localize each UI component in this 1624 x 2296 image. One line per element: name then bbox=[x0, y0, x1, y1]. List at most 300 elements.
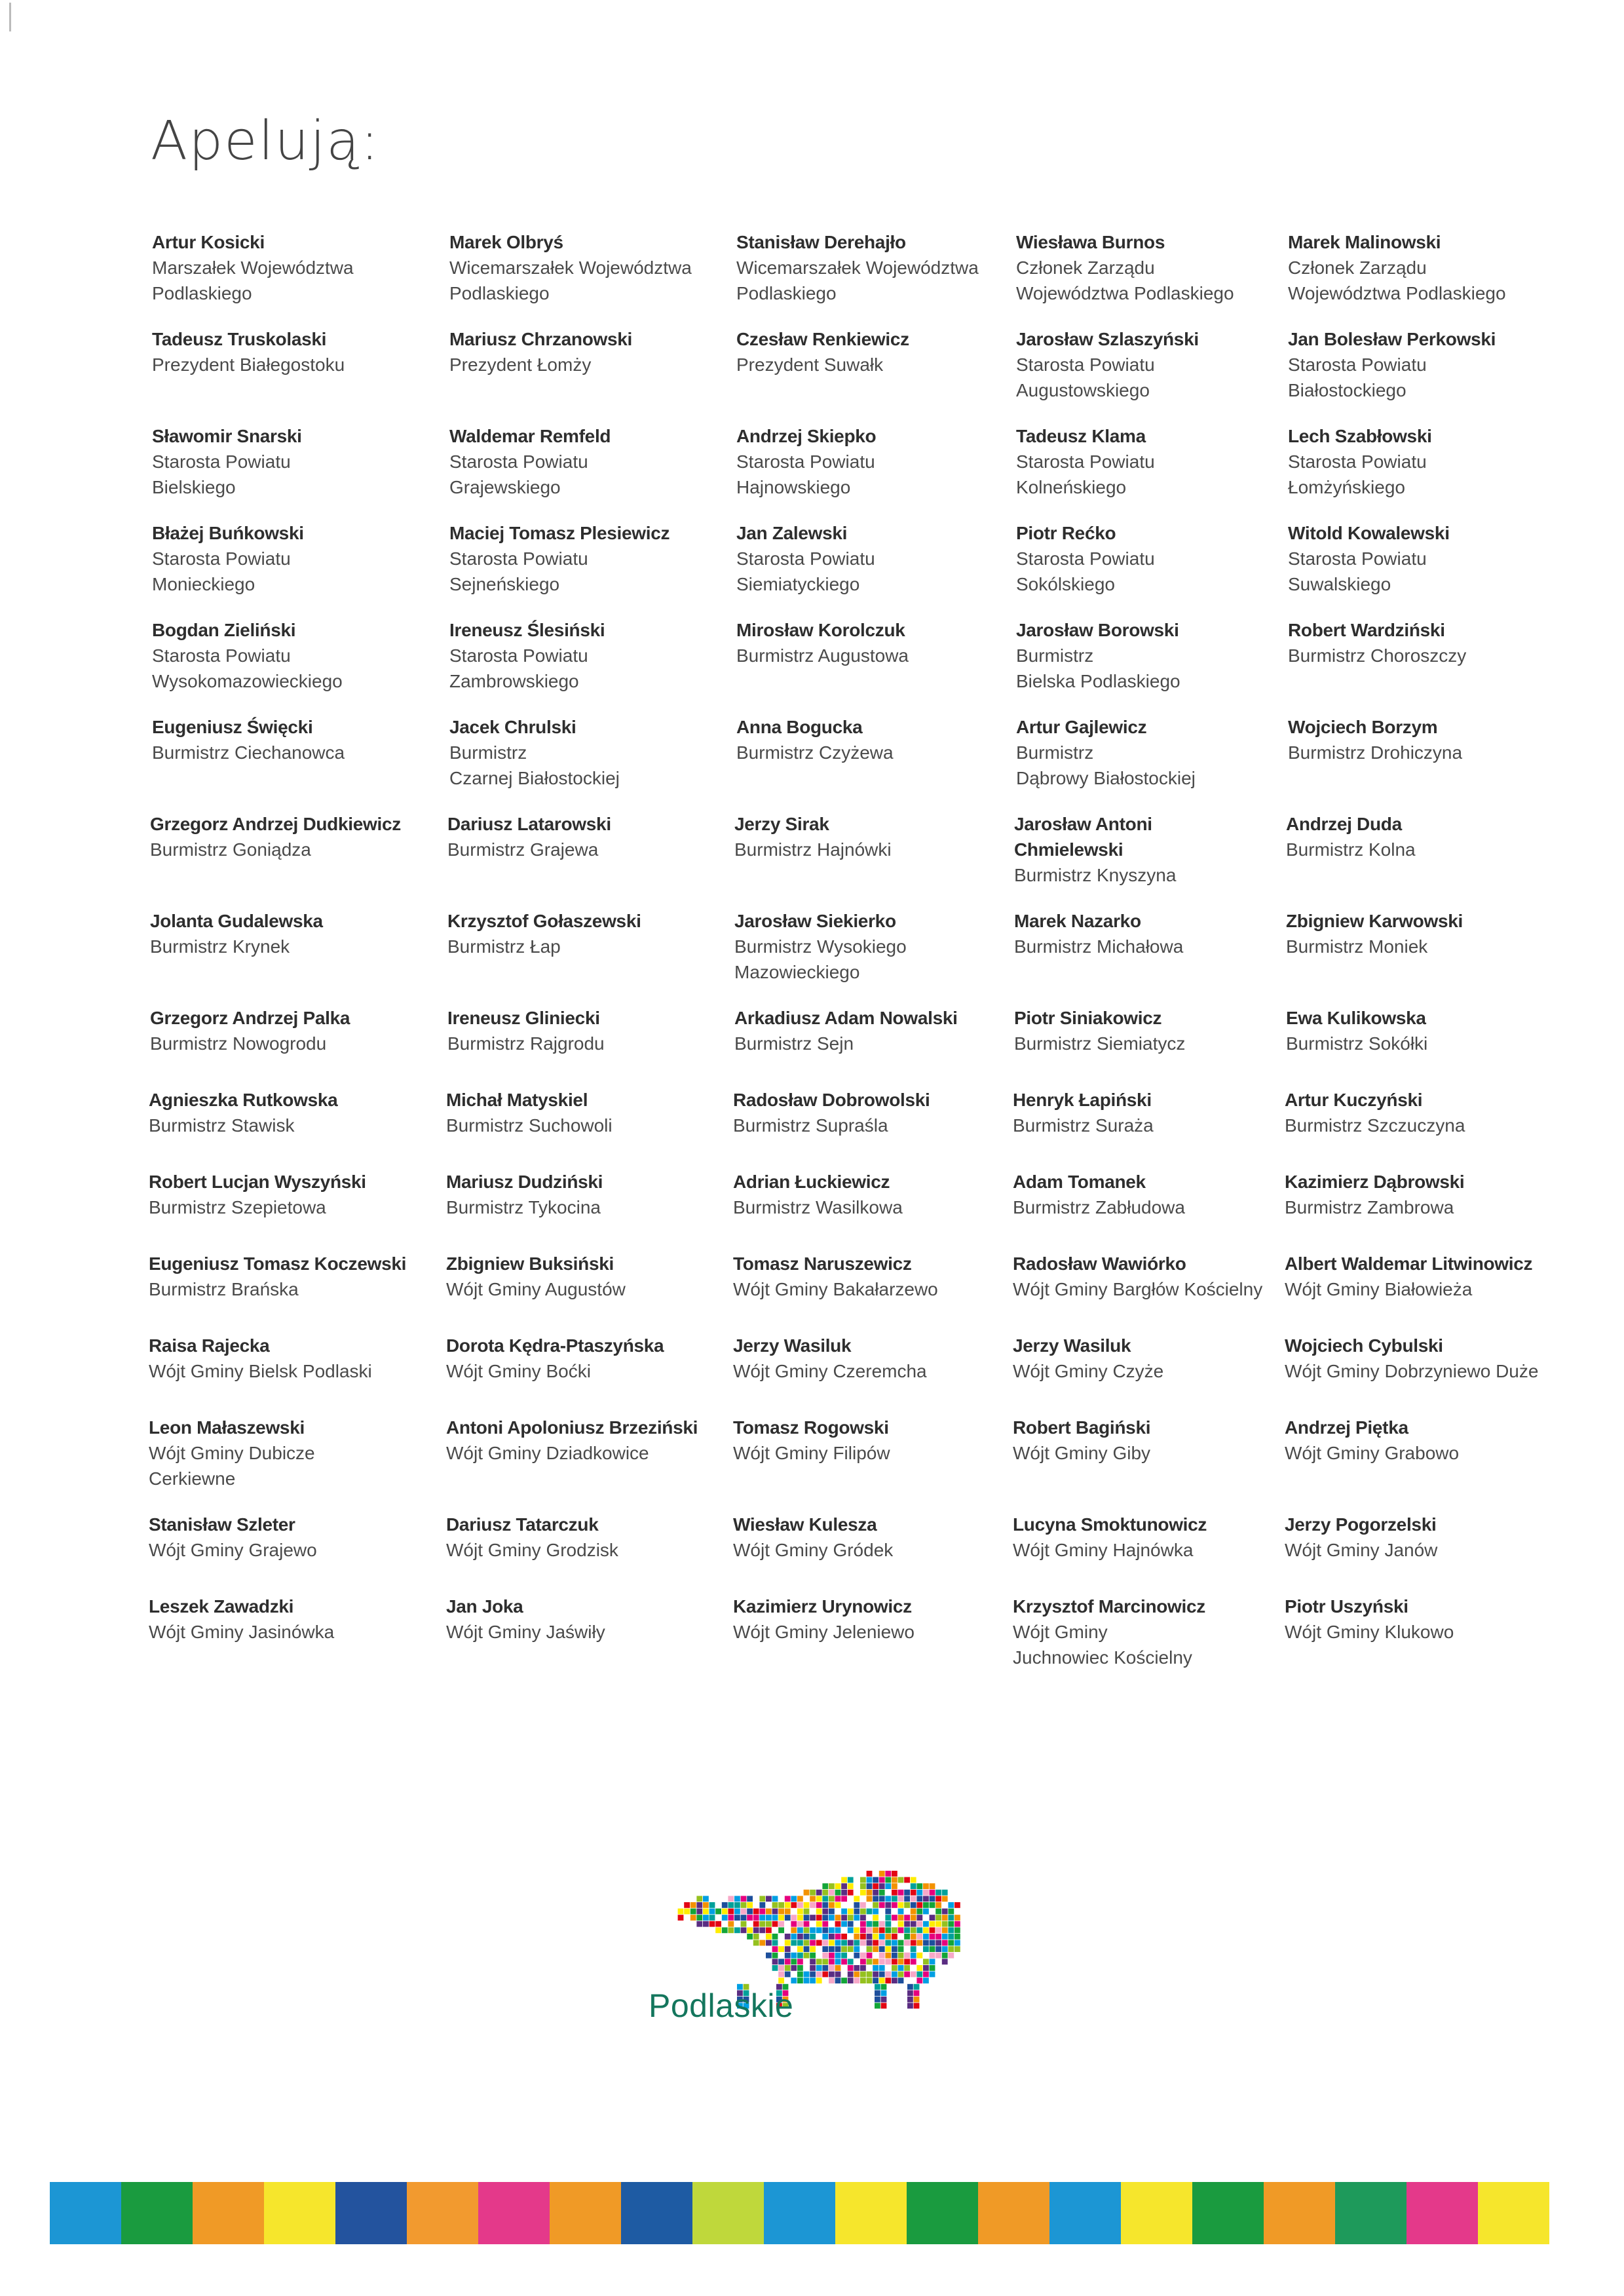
signatory bbox=[1288, 229, 1506, 306]
logo-mosaic-tile bbox=[907, 1997, 913, 2002]
signatory-name: Wiesława Burnos bbox=[1016, 232, 1165, 252]
logo-mosaic-tile bbox=[728, 1927, 734, 1933]
signatory bbox=[152, 423, 302, 500]
logo-mosaic-tile bbox=[911, 1940, 916, 1946]
logo-mosaic-tile bbox=[898, 1946, 904, 1952]
logo-mosaic-tile bbox=[879, 1972, 885, 1978]
signatory bbox=[733, 1512, 893, 1563]
signatory-title-line: Monieckiego bbox=[152, 574, 255, 594]
logo-mosaic-tile bbox=[722, 1909, 728, 1915]
signatory bbox=[149, 1251, 406, 1302]
logo-mosaic-tile bbox=[892, 1890, 897, 1896]
signatory-name: Stanisław Derehajło bbox=[736, 232, 906, 252]
logo-mosaic-tile bbox=[741, 1896, 747, 1902]
logo-mosaic-tile bbox=[867, 1890, 873, 1896]
logo-mosaic-tile bbox=[829, 1953, 835, 1959]
logo-mosaic-tile bbox=[816, 1890, 822, 1896]
stripe-segment bbox=[121, 2182, 193, 2244]
logo-mosaic-tile bbox=[753, 1915, 759, 1921]
logo-mosaic-tile bbox=[892, 1953, 897, 1959]
logo-mosaic-tile bbox=[835, 1972, 841, 1978]
logo-mosaic-tile bbox=[797, 1896, 803, 1902]
logo-mosaic-tile bbox=[954, 1946, 960, 1952]
signatory-title-line: Wójt Gminy Grabowo bbox=[1285, 1443, 1460, 1463]
signatory-title-line: Burmistrz Zabłudowa bbox=[1013, 1197, 1185, 1217]
logo-mosaic-tile bbox=[892, 1959, 897, 1964]
signatory-title-line: Prezydent Łomży bbox=[449, 354, 592, 375]
logo-mosaic-tile bbox=[810, 1965, 816, 1971]
logo-mosaic-tile bbox=[898, 1965, 904, 1971]
logo-mosaic-tile bbox=[879, 1946, 885, 1952]
signatory bbox=[736, 714, 894, 765]
logo-mosaic-tile bbox=[904, 1877, 910, 1883]
logo-mosaic-tile bbox=[772, 1965, 778, 1971]
logo-mosaic-tile bbox=[892, 1965, 897, 1971]
logo-mosaic-tile bbox=[873, 1909, 878, 1915]
logo-mosaic-tile bbox=[948, 1915, 954, 1921]
logo-mosaic-tile bbox=[778, 1915, 784, 1921]
signatory-name: Radosław Wawiórko bbox=[1013, 1253, 1186, 1274]
logo-mosaic-tile bbox=[822, 1915, 828, 1921]
signatory bbox=[734, 811, 892, 862]
logo-mosaic-tile bbox=[785, 1940, 791, 1946]
signatory bbox=[1285, 1512, 1437, 1563]
logo-mosaic-tile bbox=[885, 1921, 891, 1927]
signatory-title-line: Burmistrz Sejn bbox=[734, 1033, 854, 1054]
signatory bbox=[446, 1087, 613, 1138]
logo-mosaic-tile bbox=[892, 1896, 897, 1902]
logo-mosaic-tile bbox=[873, 1946, 878, 1952]
logo-mosaic-tile bbox=[804, 1927, 810, 1933]
logo-mosaic-tile bbox=[954, 1921, 960, 1927]
signatory-title-line: Dąbrowy Białostockiej bbox=[1016, 768, 1196, 788]
logo-mosaic-tile bbox=[885, 1902, 891, 1908]
logo-mosaic-tile bbox=[791, 1965, 797, 1971]
logo-mosaic-tile bbox=[879, 1902, 885, 1908]
signatory-title-line: Burmistrz bbox=[1016, 742, 1094, 763]
logo-mosaic-tile bbox=[848, 1909, 854, 1915]
signatory-title-line: Starosta Powiatu bbox=[1288, 354, 1427, 375]
logo-mosaic-tile bbox=[841, 1934, 847, 1940]
signatory bbox=[447, 811, 611, 862]
signatory-title-line: Starosta Powiatu bbox=[1288, 451, 1427, 472]
logo-mosaic-tile bbox=[785, 1934, 791, 1940]
logo-mosaic-tile bbox=[854, 1909, 859, 1915]
logo-mosaic-tile bbox=[791, 1934, 797, 1940]
logo-mosaic-tile bbox=[935, 1934, 941, 1940]
logo-mosaic-tile bbox=[835, 1915, 841, 1921]
logo-mosaic-tile bbox=[810, 1978, 816, 1983]
logo-mosaic-tile bbox=[696, 1921, 702, 1927]
logo-mosaic-tile bbox=[860, 1959, 866, 1964]
signatory bbox=[1013, 1251, 1262, 1302]
logo-mosaic-tile bbox=[911, 1927, 916, 1933]
signatory-title-line: Wójt Gminy Klukowo bbox=[1285, 1622, 1454, 1642]
logo-mosaic-tile bbox=[935, 1927, 941, 1933]
signatory-title-line: Burmistrz Kolna bbox=[1286, 839, 1416, 860]
logo-mosaic-tile bbox=[810, 1902, 816, 1908]
logo-mosaic-tile bbox=[923, 1927, 929, 1933]
logo-mosaic-tile bbox=[829, 1927, 835, 1933]
signatory-name: Ireneusz Ślesiński bbox=[449, 620, 605, 640]
signatory-title-line: Burmistrz Drohiczyna bbox=[1288, 742, 1463, 763]
logo-mosaic-tile bbox=[873, 1883, 878, 1889]
signatory-name: Robert Lucjan Wyszyński bbox=[149, 1172, 366, 1192]
logo-mosaic-tile bbox=[804, 1915, 810, 1921]
signatory bbox=[1288, 520, 1450, 597]
logo-mosaic-tile bbox=[759, 1927, 765, 1933]
signatory-title-line: Województwa Podlaskiego bbox=[1288, 283, 1506, 303]
logo-mosaic-tile bbox=[753, 1934, 759, 1940]
signatory bbox=[449, 229, 692, 306]
logo-mosaic-tile bbox=[841, 1883, 847, 1889]
logo-mosaic-tile bbox=[696, 1915, 702, 1921]
logo-mosaic-tile bbox=[797, 1940, 803, 1946]
signatory bbox=[733, 1087, 930, 1138]
logo-mosaic-tile bbox=[804, 1890, 810, 1896]
logo-mosaic-tile bbox=[942, 1896, 948, 1902]
signatory-title-line: Członek Zarządu bbox=[1016, 258, 1155, 278]
logo-mosaic-tile bbox=[873, 1890, 878, 1896]
logo-mosaic-tile bbox=[797, 1934, 803, 1940]
logo-mosaic-tile bbox=[875, 1990, 880, 1996]
signatory-name: Wiesław Kulesza bbox=[733, 1514, 877, 1535]
signatory-title-line: Wójt Gminy Boćki bbox=[446, 1361, 591, 1381]
signatory-name: Sławomir Snarski bbox=[152, 426, 302, 446]
signatory-title-line: Sokólskiego bbox=[1016, 574, 1115, 594]
signatory bbox=[1013, 1594, 1205, 1670]
signatory-title-line: Starosta Powiatu bbox=[449, 451, 588, 472]
signatory-title-line: Burmistrz Zambrowa bbox=[1285, 1197, 1454, 1217]
logo-mosaic-tile bbox=[875, 1997, 880, 2002]
logo-mosaic-tile bbox=[722, 1927, 728, 1933]
logo-mosaic-tile bbox=[696, 1896, 702, 1902]
signatory-title-line: Burmistrz Choroszczy bbox=[1288, 645, 1467, 666]
logo-mosaic-tile bbox=[860, 1972, 866, 1978]
logo-mosaic-tile bbox=[835, 1883, 841, 1889]
logo-mosaic-tile bbox=[753, 1940, 759, 1946]
signatory-title-line: Burmistrz Szczuczyna bbox=[1285, 1115, 1465, 1136]
signatory-name: Lech Szabłowski bbox=[1288, 426, 1432, 446]
signatory-title-line: Podlaskiego bbox=[449, 283, 550, 303]
logo-mosaic-tile bbox=[923, 1890, 929, 1896]
signatory bbox=[1013, 1333, 1163, 1384]
logo-mosaic-tile bbox=[923, 1921, 929, 1927]
signatory-title-line: Wójt Gminy Jeleniewo bbox=[733, 1622, 915, 1642]
signatory bbox=[149, 1169, 366, 1220]
logo-mosaic-tile bbox=[892, 1915, 897, 1921]
logo-mosaic-tile bbox=[873, 1972, 878, 1978]
logo-mosaic-tile bbox=[810, 1972, 816, 1978]
logo-mosaic-tile bbox=[734, 1902, 740, 1908]
logo-mosaic-tile bbox=[867, 1871, 873, 1877]
signatory bbox=[149, 1594, 334, 1645]
signatory bbox=[447, 908, 641, 959]
signatory-name: Robert Wardziński bbox=[1288, 620, 1445, 640]
logo-mosaic-tile bbox=[879, 1940, 885, 1946]
logo-mosaic-tile bbox=[778, 1921, 784, 1927]
signatory-title-line: Wójt Gminy Gródek bbox=[733, 1540, 894, 1560]
stripe-segment bbox=[50, 2182, 122, 2244]
signatory-title-line: Burmistrz Michałowa bbox=[1014, 936, 1184, 957]
signatory-title-line: Wójt Gminy Grodzisk bbox=[446, 1540, 618, 1560]
logo-mosaic-tile bbox=[942, 1927, 948, 1933]
stripe-segment bbox=[1407, 2182, 1479, 2244]
signatory-title-line: Burmistrz Wysokiego bbox=[734, 936, 907, 957]
logo-mosaic-tile bbox=[791, 1959, 797, 1964]
logo-mosaic-tile bbox=[854, 1965, 859, 1971]
logo-mosaic-tile bbox=[829, 1965, 835, 1971]
logo-mosaic-tile bbox=[816, 1909, 822, 1915]
logo-mosaic-tile bbox=[948, 1927, 954, 1933]
signatory bbox=[1013, 1169, 1185, 1220]
logo-mosaic-tile bbox=[930, 1883, 935, 1889]
logo-mosaic-tile bbox=[860, 1965, 866, 1971]
logo-mosaic-tile bbox=[898, 1921, 904, 1927]
logo-mosaic-tile bbox=[854, 1927, 859, 1933]
logo-mosaic-tile bbox=[942, 1921, 948, 1927]
signatory-name: Albert Waldemar Litwinowicz bbox=[1285, 1253, 1533, 1274]
logo-mosaic-tile bbox=[898, 1896, 904, 1902]
signatory bbox=[447, 1005, 605, 1056]
logo-mosaic-tile bbox=[911, 1915, 916, 1921]
logo-mosaic-tile bbox=[822, 1921, 828, 1927]
logo-mosaic-tile bbox=[778, 1965, 784, 1971]
signatory bbox=[449, 714, 620, 791]
logo-mosaic-tile bbox=[904, 1896, 910, 1902]
signatory-title-line: Juchnowiec Kościelny bbox=[1013, 1647, 1192, 1668]
logo-mosaic-tile bbox=[804, 1921, 810, 1927]
signatory-title-line: Burmistrz Hajnówki bbox=[734, 839, 892, 860]
logo-mosaic-tile bbox=[879, 1883, 885, 1889]
logo-mosaic-tile bbox=[841, 1946, 847, 1952]
logo-mosaic-tile bbox=[816, 1959, 822, 1964]
logo-mosaic-tile bbox=[860, 1927, 866, 1933]
logo-mosaic-tile bbox=[772, 1953, 778, 1959]
signatory bbox=[449, 423, 611, 500]
logo-mosaic-tile bbox=[930, 1890, 935, 1896]
logo-mosaic-tile bbox=[898, 1940, 904, 1946]
logo-mosaic-tile bbox=[841, 1921, 847, 1927]
logo-mosaic-tile bbox=[690, 1902, 696, 1908]
logo-mosaic-tile bbox=[923, 1934, 929, 1940]
signatory-title-line: Burmistrz Stawisk bbox=[149, 1115, 295, 1136]
logo-mosaic-tile bbox=[829, 1972, 835, 1978]
stripe-segment bbox=[692, 2182, 765, 2244]
logo-mosaic-tile bbox=[930, 1953, 935, 1959]
stripe-segment bbox=[193, 2182, 265, 2244]
logo-mosaic-tile bbox=[873, 1959, 878, 1964]
stripe-segment bbox=[1049, 2182, 1122, 2244]
signatory-name: Wojciech Borzym bbox=[1288, 717, 1438, 737]
signatory-title-line: Wicemarszałek Województwa bbox=[736, 258, 979, 278]
logo-mosaic-tile bbox=[948, 1946, 954, 1952]
signatory-title-line: Wójt Gminy Czeremcha bbox=[733, 1361, 927, 1381]
logo-mosaic-tile bbox=[885, 1953, 891, 1959]
logo-mosaic-tile bbox=[873, 1902, 878, 1908]
signatory bbox=[1288, 617, 1466, 668]
logo-mosaic-tile bbox=[881, 1990, 887, 1996]
logo-mosaic-tile bbox=[810, 1940, 816, 1946]
logo-mosaic-tile bbox=[873, 1978, 878, 1983]
logo-mosaic-tile bbox=[867, 1934, 873, 1940]
logo-mosaic-tile bbox=[885, 1915, 891, 1921]
signatory-title-line: Hajnowskiego bbox=[736, 477, 851, 497]
signatory-title-line: Marszałek Województwa bbox=[152, 258, 354, 278]
logo-mosaic-tile bbox=[778, 1946, 784, 1952]
logo-mosaic-tile bbox=[709, 1909, 715, 1915]
logo-mosaic-tile bbox=[930, 1915, 935, 1921]
logo-mosaic-tile bbox=[829, 1915, 835, 1921]
logo-mosaic-tile bbox=[898, 1978, 904, 1983]
logo-mosaic-tile bbox=[678, 1915, 684, 1921]
logo-mosaic-tile bbox=[785, 1909, 791, 1915]
logo-mosaic-tile bbox=[867, 1978, 873, 1983]
logo-mosaic-tile bbox=[898, 1902, 904, 1908]
logo-mosaic-tile bbox=[741, 1909, 747, 1915]
logo-mosaic-tile bbox=[935, 1915, 941, 1921]
signatory-title-line: Burmistrz bbox=[1016, 645, 1094, 666]
signatory bbox=[446, 1594, 605, 1645]
logo-mosaic-tile bbox=[860, 1883, 866, 1889]
stripe-segment bbox=[835, 2182, 907, 2244]
logo-mosaic-tile bbox=[747, 1896, 753, 1902]
signatory bbox=[1286, 811, 1416, 862]
signatory-name: Artur Kuczyński bbox=[1285, 1090, 1423, 1110]
signatory-name: Mariusz Dudziński bbox=[446, 1172, 603, 1192]
signatory-name: Maciej Tomasz Plesiewicz bbox=[449, 523, 670, 543]
signatory-title-line: Siemiatyckiego bbox=[736, 574, 860, 594]
logo-mosaic-tile bbox=[728, 1896, 734, 1902]
logo-mosaic-tile bbox=[885, 1871, 891, 1877]
logo-mosaic-tile bbox=[867, 1972, 873, 1978]
signatory bbox=[1285, 1169, 1464, 1220]
logo-mosaic-tile bbox=[942, 1890, 948, 1896]
signatory-title-line: Suwalskiego bbox=[1288, 574, 1391, 594]
logo-mosaic-tile bbox=[879, 1978, 885, 1983]
logo-mosaic-tile bbox=[734, 1896, 740, 1902]
logo-mosaic-tile bbox=[778, 1978, 784, 1983]
logo-mosaic-tile bbox=[879, 1896, 885, 1902]
signatory-name: Michał Matyskiel bbox=[446, 1090, 588, 1110]
logo-mosaic-tile bbox=[829, 1909, 835, 1915]
logo-mosaic-tile bbox=[766, 1896, 772, 1902]
logo-mosaic-tile bbox=[715, 1927, 721, 1933]
logo-mosaic-tile bbox=[797, 1915, 803, 1921]
logo-mosaic-tile bbox=[759, 1915, 765, 1921]
signatory bbox=[733, 1415, 890, 1466]
signatory-name: Eugeniusz Tomasz Koczewski bbox=[149, 1253, 407, 1274]
signatory bbox=[149, 1333, 372, 1384]
signatory-title-line: Burmistrz Moniek bbox=[1286, 936, 1428, 957]
signatory-name: Arkadiusz Adam Nowalski bbox=[734, 1008, 958, 1028]
signatory-name: Piotr Siniakowicz bbox=[1014, 1008, 1162, 1028]
logo-mosaic-tile bbox=[935, 1946, 941, 1952]
signatory bbox=[1288, 423, 1432, 500]
signatory-name: Tomasz Rogowski bbox=[733, 1417, 889, 1438]
logo-mosaic-tile bbox=[873, 1965, 878, 1971]
logo-mosaic-tile bbox=[791, 1921, 797, 1927]
logo-mosaic-tile bbox=[759, 1902, 765, 1908]
logo-mosaic-tile bbox=[911, 1972, 916, 1978]
signatory-name: Andrzej Duda bbox=[1286, 814, 1402, 834]
logo-mosaic-tile bbox=[709, 1902, 715, 1908]
logo-mosaic-tile bbox=[923, 1978, 929, 1983]
logo-mosaic-tile bbox=[829, 1896, 835, 1902]
logo-mosaic-tile bbox=[785, 1965, 791, 1971]
logo-mosaic-tile bbox=[835, 1940, 841, 1946]
logo-mosaic-tile bbox=[841, 1940, 847, 1946]
logo-mosaic-tile bbox=[923, 1902, 929, 1908]
signatory-name: Robert Bagiński bbox=[1013, 1417, 1151, 1438]
signatory bbox=[1285, 1251, 1532, 1302]
logo-mosaic-tile bbox=[835, 1965, 841, 1971]
signatory bbox=[1286, 908, 1463, 959]
logo-mosaic-tile bbox=[848, 1946, 854, 1952]
logo-mosaic-tile bbox=[935, 1890, 941, 1896]
logo-mosaic-tile bbox=[804, 1909, 810, 1915]
logo-mosaic-tile bbox=[867, 1946, 873, 1952]
signatory-title-line: Wójt Gminy Dziadkowice bbox=[446, 1443, 649, 1463]
logo-mosaic-tile bbox=[841, 1896, 847, 1902]
signatory bbox=[446, 1415, 698, 1466]
logo-mosaic-tile bbox=[822, 1927, 828, 1933]
logo-mosaic-tile bbox=[860, 1909, 866, 1915]
signatory-title-line: Kolneńskiego bbox=[1016, 477, 1127, 497]
logo-mosaic-tile bbox=[854, 1915, 859, 1921]
signatory-name: Jerzy Sirak bbox=[734, 814, 829, 834]
signatory-name: Jan Bolesław Perkowski bbox=[1288, 329, 1496, 349]
logo-mosaic-tile bbox=[797, 1953, 803, 1959]
logo-mosaic-tile bbox=[804, 1934, 810, 1940]
signatory-name: Mirosław Korolczuk bbox=[736, 620, 905, 640]
logo-mosaic-tile bbox=[791, 1940, 797, 1946]
signatory-name: Jerzy Wasiluk bbox=[733, 1335, 852, 1356]
logo-mosaic-tile bbox=[898, 1959, 904, 1964]
signatory-title-line: Wójt Gminy Białowieża bbox=[1285, 1279, 1473, 1299]
logo-mosaic-tile bbox=[885, 1978, 891, 1983]
signatory-title-line: Wójt Gminy Bielsk Podlaski bbox=[149, 1361, 372, 1381]
logo-mosaic-tile bbox=[879, 1890, 885, 1896]
signatory-name: Jan Joka bbox=[446, 1596, 523, 1617]
signatory-title-line: Wójt Gminy Czyże bbox=[1013, 1361, 1164, 1381]
logo-mosaic-tile bbox=[898, 1890, 904, 1896]
logo-mosaic-tile bbox=[904, 1927, 910, 1933]
logo-mosaic-tile bbox=[867, 1883, 873, 1889]
signatory-name: Andrzej Piętka bbox=[1285, 1417, 1408, 1438]
logo-mosaic-tile bbox=[892, 1934, 897, 1940]
signatory bbox=[1014, 1005, 1185, 1056]
logo-mosaic-tile bbox=[829, 1883, 835, 1889]
logo-mosaic-tile bbox=[722, 1902, 728, 1908]
logo-mosaic-tile bbox=[816, 1978, 822, 1983]
signatory-title-line: Burmistrz Rajgrodu bbox=[447, 1033, 605, 1054]
logo-mosaic-tile bbox=[942, 1940, 948, 1946]
logo-mosaic-tile bbox=[741, 1902, 747, 1908]
logo-mosaic-tile bbox=[804, 1953, 810, 1959]
signatory-name: Jarosław Antoni bbox=[1014, 814, 1152, 834]
logo-mosaic-tile bbox=[860, 1934, 866, 1940]
logo-mosaic-tile bbox=[810, 1896, 816, 1902]
logo-mosaic-tile bbox=[954, 1940, 960, 1946]
logo-mosaic-tile bbox=[848, 1915, 854, 1921]
signatory bbox=[736, 326, 909, 377]
signatory-title-line: Wójt Gminy Augustów bbox=[446, 1279, 626, 1299]
signatory-name: Jarosław Szlaszyński bbox=[1016, 329, 1199, 349]
logo-mosaic-tile bbox=[848, 1877, 854, 1883]
logo-mosaic-tile bbox=[879, 1959, 885, 1964]
signatory-name: Ewa Kulikowska bbox=[1286, 1008, 1426, 1028]
